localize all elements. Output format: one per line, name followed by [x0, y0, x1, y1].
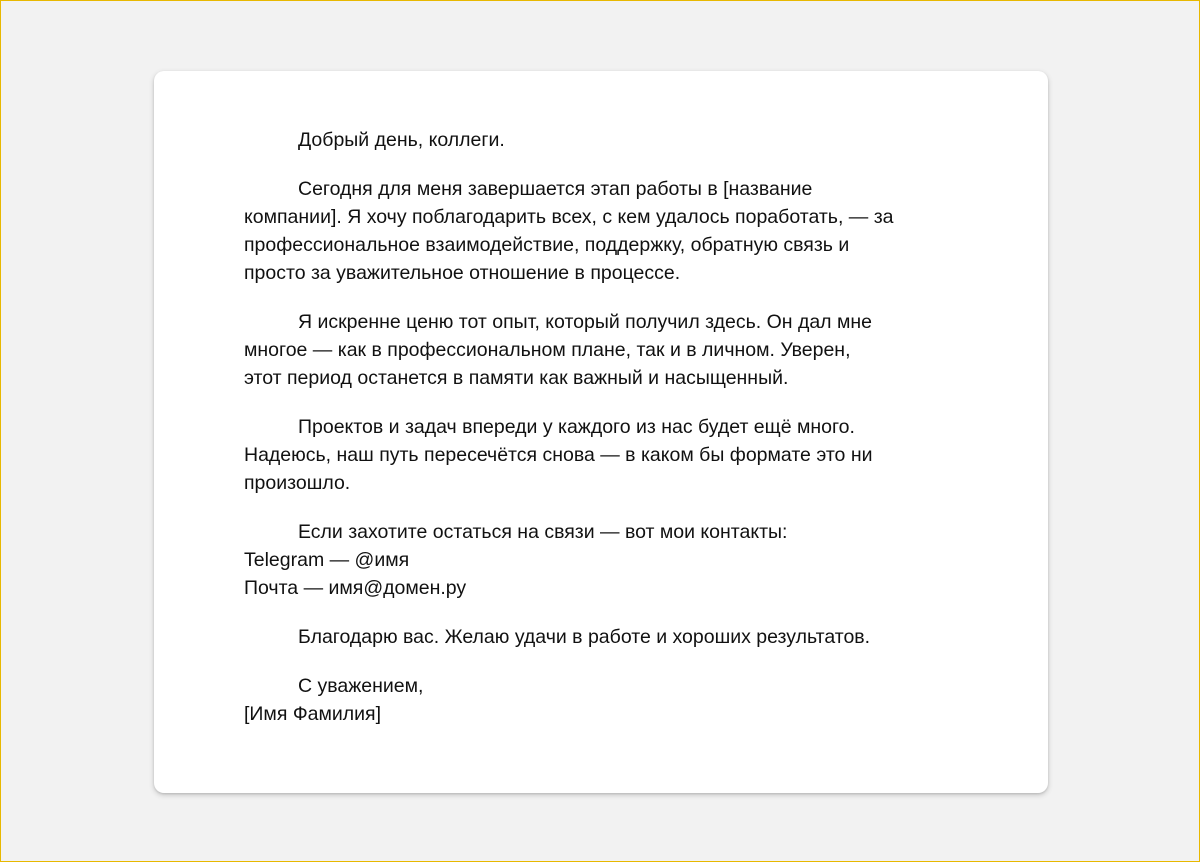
paragraph-line: Благодарю вас. Желаю удачи в работе и хороших результатов.: [298, 626, 871, 648]
letter-body: [244, 126, 1004, 749]
paragraph-line: произошло.: [244, 472, 351, 494]
letter-card: [154, 71, 1048, 793]
letter-paragraph: [244, 672, 1004, 728]
paragraph-line: Добрый день, коллеги.: [298, 129, 505, 151]
paragraph-line: этот период останется в памяти как важный и насыщенный.: [244, 367, 789, 389]
letter-paragraph: [244, 518, 1004, 602]
paragraph-line: компании]. Я хочу поблагодарить всех, с кем удалось поработать, — за: [244, 206, 894, 228]
paragraph-line: Telegram — @имя: [244, 549, 410, 571]
paragraph-line: профессиональное взаимодействие, поддержку, обратную связь и: [244, 234, 850, 256]
paragraph-line: С уважением,: [298, 675, 424, 697]
paragraph-line: многое — как в профессиональном плане, так и в личном. Уверен,: [244, 339, 851, 361]
paragraph-line: [Имя Фамилия]: [244, 703, 382, 725]
paragraph-line: Почта — имя@домен.ру: [244, 577, 467, 599]
paragraph-line: Я искренне ценю тот опыт, который получил здесь. Он дал мне: [298, 311, 872, 333]
paragraph-line: просто за уважительное отношение в процессе.: [244, 262, 681, 284]
letter-paragraph: [244, 413, 1004, 497]
paragraph-line: Если захотите остаться на связи — вот мои контакты:: [298, 521, 788, 543]
letter-paragraph: [244, 126, 1004, 154]
paragraph-line: Сегодня для меня завершается этап работы в [название: [298, 178, 813, 200]
letter-paragraph: [244, 623, 1004, 651]
paragraph-line: Надеюсь, наш путь пересечётся снова — в каком бы формате это ни: [244, 444, 873, 466]
letter-paragraph: [244, 308, 1004, 392]
paragraph-line: Проектов и задач впереди у каждого из нас будет ещё много.: [298, 416, 855, 438]
letter-paragraph: [244, 175, 1004, 287]
